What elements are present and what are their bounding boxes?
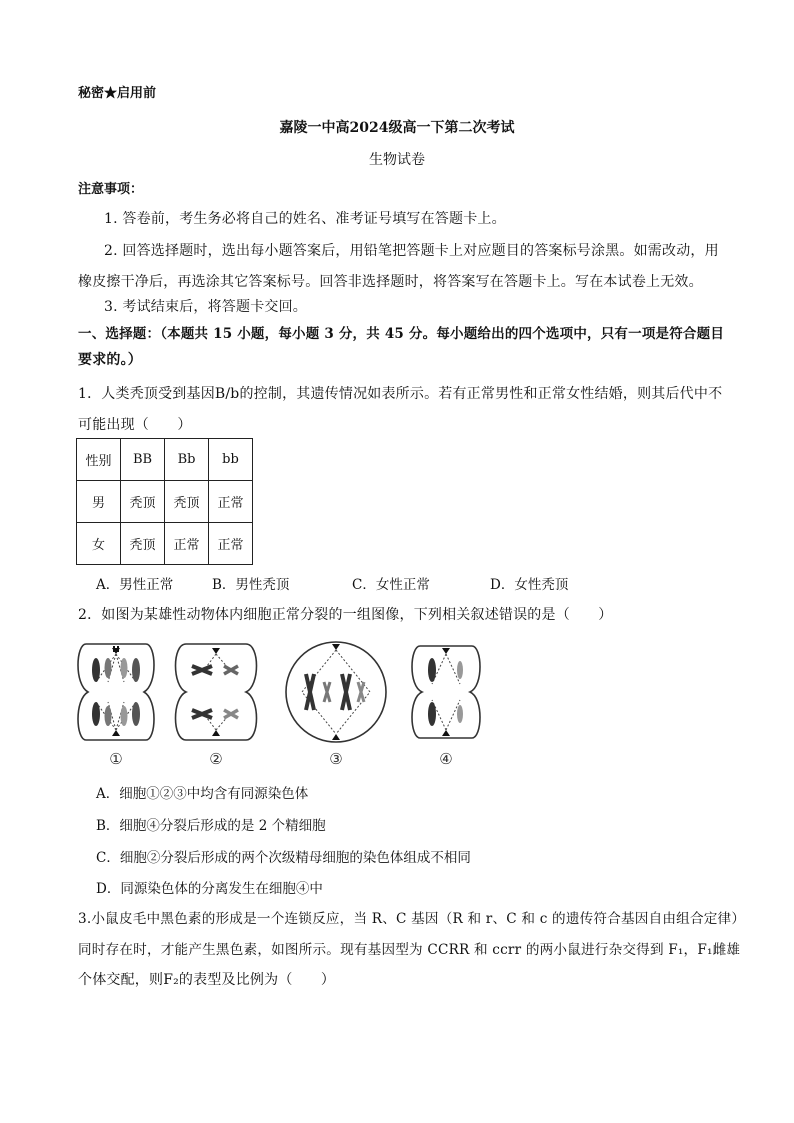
question-3-stem: 3.小鼠皮毛中黑色素的形成是一个连锁反应，当 R、C 基因（R 和 r、C 和 c 的遗传符合基因自由组合定律）	[78, 911, 746, 927]
figure-label-2: ②	[209, 750, 223, 768]
table-cell: 正常	[209, 523, 253, 565]
table-cell: 男	[77, 481, 121, 523]
table-cell: 正常	[209, 481, 253, 523]
question-3-stem-line-2: 同时存在时，才能产生黑色素，如图所示。现有基因型为 CCRR 和 ccrr 的两小鼠进行杂交得到 F₁，F₁雌雄	[78, 942, 741, 958]
table-row	[77, 523, 253, 565]
q1-option-b: B．男性秃顶	[212, 577, 290, 593]
table-header-row	[77, 439, 253, 481]
question-2-stem: 2．如图为某雄性动物体内细胞正常分裂的一组图像，下列相关叙述错误的是（ ）	[78, 607, 613, 623]
q2-option-a: A．细胞①②③中均含有同源染色体	[96, 786, 309, 802]
table-header-cell: BB	[121, 439, 165, 481]
cell-division-figure	[76, 632, 496, 772]
exam-title: 嘉陵一中高2024级高一下第二次考试	[279, 120, 515, 136]
q2-option-d: D．同源染色体的分离发生在细胞④中	[96, 881, 323, 897]
table-cell: 女	[77, 523, 121, 565]
section-1-heading: 一、选择题：（本题共 15 小题，每小题 3 分，共 45 分。每小题给出的四个选项中，只有一项是符合题目	[78, 326, 725, 342]
confidential-mark: 秘密★启用前	[78, 86, 157, 101]
exam-subtitle: 生物试卷	[369, 152, 425, 168]
q2-option-b: B．细胞④分裂后形成的是 2 个精细胞	[96, 818, 326, 834]
inheritance-table	[76, 438, 253, 565]
table-header-cell: Bb	[165, 439, 209, 481]
figure-label-4: ④	[439, 750, 453, 768]
table-row	[77, 481, 253, 523]
q1-option-d: D．女性秃顶	[490, 577, 569, 593]
notice-item-2-line-2: 橡皮擦干净后，再选涂其它答案标号。回答非选择题时，将答案写在答题卡上。写在本试卷上无效。	[78, 274, 703, 290]
figure-label-3: ③	[329, 750, 343, 768]
table-header-cell: 性别	[77, 439, 121, 481]
notice-item-2-line-1: 2. 回答选择题时，选出每小题答案后，用铅笔把答题卡上对应题目的答案标号涂黑。如需改动，用	[104, 243, 719, 259]
cell-4-drawing	[412, 646, 480, 738]
q2-option-c: C．细胞②分裂后形成的两个次级精母细胞的染色体组成不相同	[96, 850, 471, 866]
table-cell: 秃顶	[121, 523, 165, 565]
notice-heading: 注意事项：	[78, 182, 144, 197]
table-cell: 秃顶	[165, 481, 209, 523]
figure-label-1: ①	[109, 750, 123, 768]
cell-3-drawing	[286, 642, 386, 742]
table-cell: 秃顶	[121, 481, 165, 523]
section-1-heading-line-2: 要求的。）	[78, 352, 142, 368]
table-cell: 正常	[165, 523, 209, 565]
table-header-cell: bb	[209, 439, 253, 481]
cell-1-drawing	[78, 644, 154, 740]
notice-item-3: 3. 考试结束后，将答题卡交回。	[104, 299, 308, 315]
question-3-stem-line-3: 个体交配，则F₂的表型及比例为（ ）	[78, 972, 336, 988]
question-1-stem-line-2: 可能出现（ ）	[78, 417, 192, 433]
q1-option-a: A．男性正常	[96, 577, 174, 593]
q1-option-c: C．女性正常	[352, 577, 430, 593]
question-1-stem: 1．人类秃顶受到基因B/b的控制，其遗传情况如表所示。若有正常男性和正常女性结婚，则其后代中不	[78, 386, 723, 402]
notice-item-1: 1. 答卷前，考生务必将自己的姓名、准考证号填写在答题卡上。	[104, 211, 506, 227]
cell-2-drawing	[176, 644, 257, 740]
